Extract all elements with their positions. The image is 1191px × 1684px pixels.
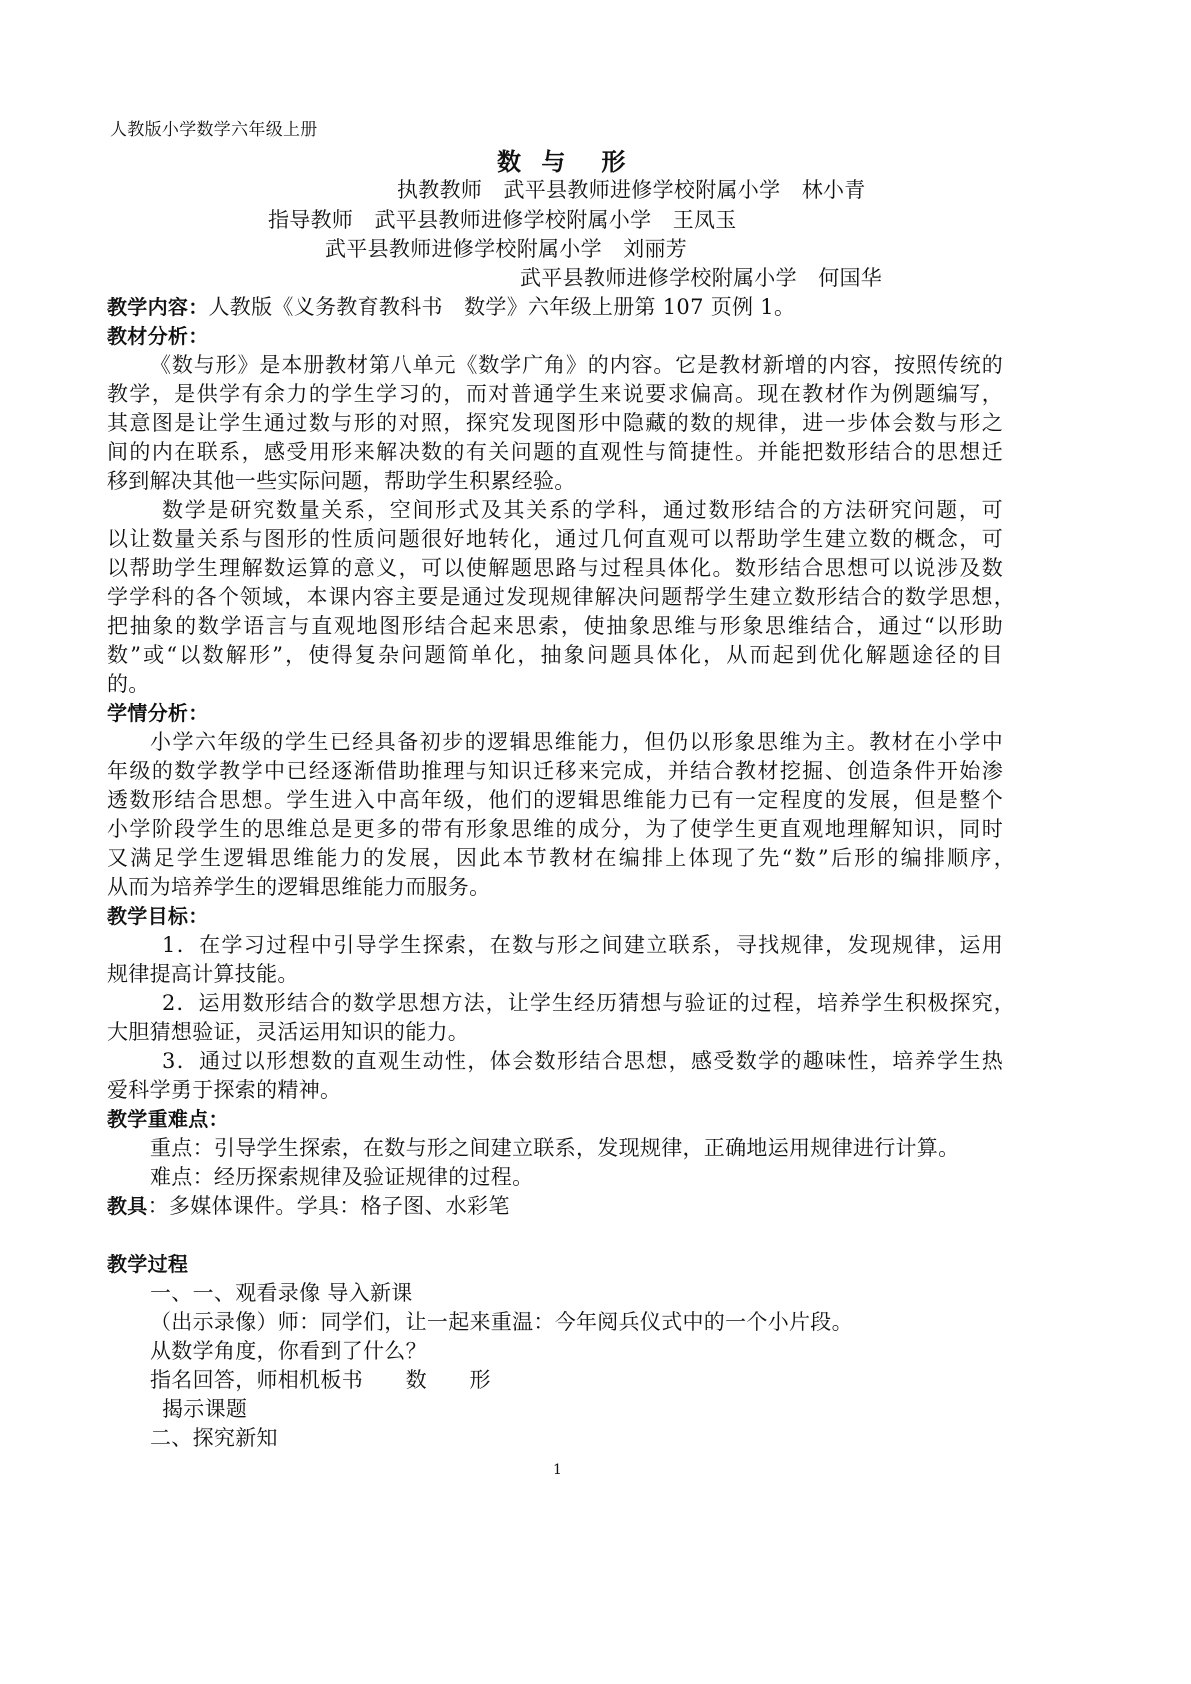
goals-heading: 教学目标： — [107, 904, 209, 928]
paragraph-line: 学学科的各个领域，本课内容主要是通过发现规律解决问题帮学生建立数形结合的数学思想， — [107, 585, 1015, 609]
process-line: 从数学角度，你看到了什么？ — [150, 1339, 427, 1363]
paragraph-line: 教学，是供学有余力的学生学习的，而对普通学生来说要求偏高。现在教材作为例题编写， — [107, 382, 1003, 406]
paragraph-line: 又满足学生逻辑思维能力的发展，因此本节教材在编排上体现了先“数”后形的编排顺序， — [107, 846, 1015, 870]
textbook-analysis-heading: 教材分析： — [107, 324, 209, 348]
paragraph-line: 间的内在联系，感受用形来解决数的有关问题的直观性与简捷性。并能把数形结合的思想迁 — [107, 440, 1003, 464]
teaching-content — [107, 291, 795, 323]
paragraph-line: 年级的数学教学中已经逐渐借助推理与知识迁移来完成，并结合教材挖掘、创造条件开始渗 — [107, 759, 1003, 783]
goal-line: 爱科学勇于探索的精神。 — [107, 1078, 342, 1102]
page-number: 1 — [553, 1462, 562, 1478]
paragraph-line: 以让数量关系与图形的性质问题很好地转化，通过几何直观可以帮助学生建立数的概念，可 — [107, 527, 1003, 551]
paragraph-line: 小学阶段学生的思维总是更多的带有形象思维的成分，为了使学生更直观地理解知识，同时 — [107, 817, 1003, 841]
teacher-line-4: 武平县教师进修学校附属小学 何国华 — [520, 266, 883, 290]
teaching-tools-text: ：多媒体课件。学具：格子图、水彩笔 — [147, 1194, 510, 1218]
paragraph-line: 《数与形》是本册教材第八单元《数学广角》的内容。它是教材新增的内容，按照传统的 — [150, 353, 1003, 377]
paragraph-line: 透数形结合思想。学生进入中高年级，他们的逻辑思维能力已有一定程度的发展，但是整个 — [107, 788, 1003, 812]
process-line: 一、一、观看录像 导入新课 — [150, 1281, 413, 1305]
paragraph-line: 数学是研究数量关系，空间形式及其关系的学科，通过数形结合的方法研究问题，可 — [162, 498, 1003, 522]
process-line: 指名回答，师相机板书 数 形 — [150, 1368, 491, 1392]
teacher-line-3: 武平县教师进修学校附属小学 刘丽芳 — [325, 237, 688, 261]
teaching-tools — [107, 1190, 510, 1222]
difficult-point: 难点：经历探索规律及验证规律的过程。 — [150, 1165, 534, 1189]
goal-line: 规律提高计算技能。 — [107, 962, 299, 986]
process-line: （出示录像）师：同学们，让一起来重温：今年阅兵仪式中的一个小片段。 — [150, 1310, 853, 1334]
goal-line: 3．通过以形想数的直观生动性，体会数形结合思想，感受数学的趣味性，培养学生热 — [162, 1049, 1003, 1073]
goal-line: 2．运用数形结合的数学思想方法，让学生经历猜想与验证的过程，培养学生积极探究， — [162, 991, 1015, 1015]
paragraph-line: 其意图是让学生通过数与形的对照，探究发现图形中隐藏的数的规律，进一步体会数与形之 — [107, 411, 1003, 435]
key-point: 重点：引导学生探索，在数与形之间建立联系，发现规律，正确地运用规律进行计算。 — [150, 1136, 960, 1160]
paragraph-line: 的。 — [107, 672, 150, 696]
goal-line: 大胆猜想验证，灵活运用知识的能力。 — [107, 1020, 470, 1044]
goal-line: 1．在学习过程中引导学生探索，在数与形之间建立联系，寻找规律，发现规律，运用 — [162, 933, 1003, 957]
paragraph-line: 以帮助学生理解数运算的意义，可以使解题思路与过程具体化。数形结合思想可以说涉及数 — [107, 556, 1003, 580]
paragraph-line: 小学六年级的学生已经具备初步的逻辑思维能力，但仍以形象思维为主。教材在小学中 — [150, 730, 1003, 754]
book-title: 人教版小学数学六年级上册 — [110, 120, 318, 140]
process-heading: 教学过程 — [107, 1252, 189, 1276]
paragraph-line: 从而为培养学生的逻辑思维能力而服务。 — [107, 875, 491, 899]
teaching-content-text: 人教版《义务教育教科书 数学》六年级上册第 107 页例 1。 — [208, 295, 796, 319]
process-line: 二、探究新知 — [150, 1426, 278, 1450]
teacher-line-2: 指导教师 武平县教师进修学校附属小学 王凤玉 — [268, 208, 737, 232]
process-line: 揭示课题 — [162, 1397, 248, 1421]
teaching-tools-label: 教具 — [107, 1194, 148, 1218]
key-points-heading: 教学重难点： — [107, 1107, 229, 1131]
paragraph-line: 数”或“以数解形”，使得复杂问题简单化，抽象问题具体化，从而起到优化解题途径的目 — [107, 643, 1003, 667]
paragraph-line: 移到解决其他一些实际问题，帮助学生积累经验。 — [107, 469, 576, 493]
teacher-line-1: 执教教师 武平县教师进修学校附属小学 林小青 — [397, 178, 866, 202]
teaching-content-label: 教学内容： — [107, 295, 209, 319]
lesson-title: 数 与 形 — [497, 148, 632, 176]
paragraph-line: 把抽象的数学语言与直观地图形结合起来思索，使抽象思维与形象思维结合，通过“以形助 — [107, 614, 1003, 638]
student-analysis-heading: 学情分析： — [107, 701, 209, 725]
